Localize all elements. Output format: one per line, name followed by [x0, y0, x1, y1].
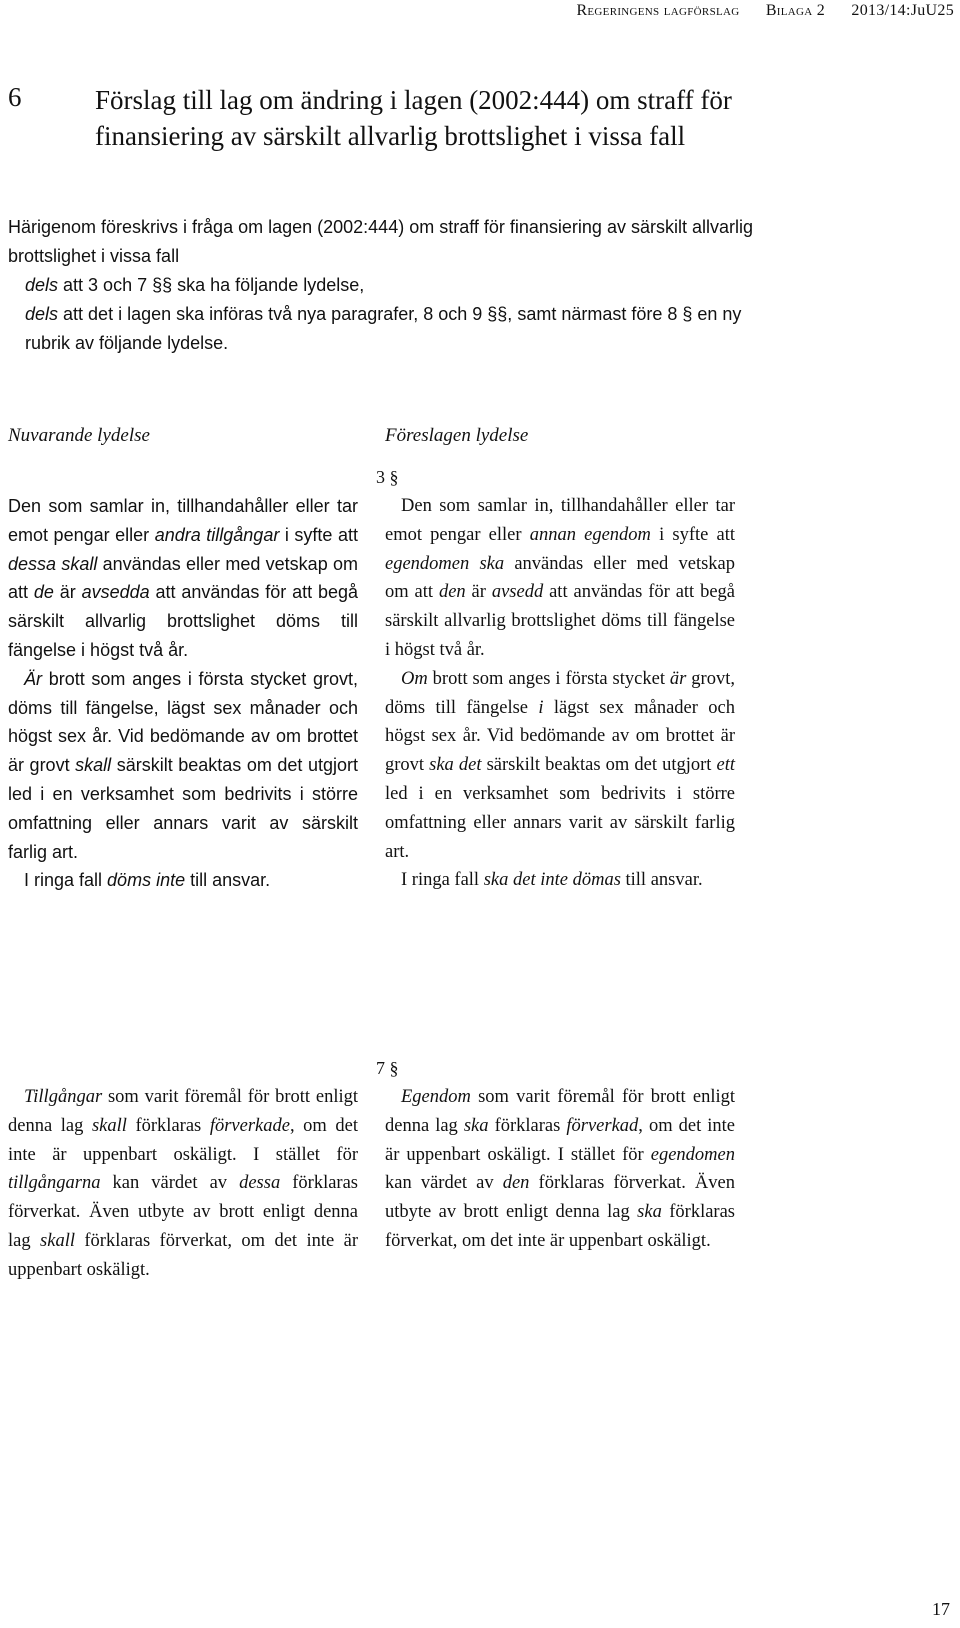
italic-text-run: egendomen ska — [385, 553, 505, 574]
paragraph-3-current-p2 — [8, 665, 358, 867]
italic-text-run: ska — [637, 1202, 662, 1223]
italic-text-run: skall — [91, 1115, 127, 1136]
header-middle: Bilaga 2 — [765, 2, 826, 19]
paragraph-7-current — [8, 1083, 358, 1285]
italic-text-run: Om — [401, 668, 428, 689]
page-number: 17 — [932, 1599, 950, 1619]
text-run: som varit föremål för brott enligt denna lag — [8, 1087, 358, 1136]
italic-text-run: ett — [716, 755, 735, 776]
proposed-wording-heading: Föreslagen lydelse — [385, 425, 529, 446]
text-run: till ansvar. — [185, 870, 271, 891]
text-run: är — [53, 582, 82, 603]
dels-word: dels — [25, 304, 59, 324]
text-run: grovt, döms till fängelse — [385, 668, 735, 718]
text-run: användas eller med vetskap om att — [8, 553, 359, 603]
text-run: brott som anges i första stycket — [427, 668, 670, 689]
paragraph-3-proposed-p1 — [385, 492, 735, 665]
text-run: brott som anges i första stycket grovt, döms till fängelse, lägst sex månader och högst sex år. Vid bedömande av om brottet är grovt — [8, 668, 358, 776]
italic-text-run: skall — [75, 755, 112, 776]
paragraph-3-proposed-p2 — [385, 665, 735, 867]
dels-2-text: att det i lagen ska införas två nya paragrafer, 8 och 9 §§, samt närmast före 8 § en ny rubrik av följande lydelse. — [25, 304, 742, 353]
section-number: 6 — [8, 82, 22, 112]
text-run: att användas för att begå särskilt allvarlig brottslighet döms till fängelse i högst två år. — [8, 582, 358, 660]
paragraph-3-proposed — [385, 492, 735, 895]
italic-text-run: är — [669, 668, 687, 689]
text-run: förklaras — [488, 1115, 567, 1136]
italic-text-run: annan egendom — [529, 524, 651, 545]
intro-dels-1 — [8, 271, 763, 300]
text-run: särskilt beaktas om det utgjort — [481, 755, 717, 776]
text-run: förklaras förverkat. Även utbyte av brott enligt denna lag — [8, 1173, 358, 1251]
intro-text — [8, 213, 763, 358]
text-run: I ringa fall — [24, 870, 108, 891]
italic-text-run: Tillgångar — [24, 1087, 103, 1107]
italic-text-run: andra tillgångar — [154, 524, 280, 545]
italic-text-run: egendomen — [650, 1144, 735, 1165]
text-run: kan värdet av — [100, 1173, 240, 1194]
text-run: förklaras förverkat, om det inte är uppenbart oskäligt. — [385, 1202, 736, 1251]
italic-text-run: förverkad — [566, 1115, 639, 1136]
paragraph-3-label: 3 § — [376, 467, 399, 487]
header-right: 2013/14:JuU25 — [851, 2, 954, 19]
text-run: kan värdet av — [385, 1173, 503, 1194]
italic-text-run: Egendom — [401, 1087, 471, 1107]
text-run: att användas för att begå särskilt allvarlig brottslighet döms till fängelse i högst två år. — [385, 582, 735, 660]
current-wording-heading: Nuvarande lydelse — [8, 425, 150, 446]
intro-dels-2 — [8, 300, 763, 358]
text-run: i syfte att — [279, 524, 358, 545]
paragraph-3-current-p1 — [8, 492, 358, 665]
text-run: till ansvar. — [620, 870, 703, 891]
italic-text-run: avsedd — [491, 582, 544, 603]
italic-text-run: de — [33, 582, 54, 603]
italic-text-run: förverkade — [209, 1115, 290, 1136]
italic-text-run: avsedda — [81, 582, 150, 603]
dels-word: dels — [25, 275, 59, 295]
intro-line: Härigenom föreskrivs i fråga om lagen (2002:444) om straff för finansiering av särskilt allvarlig brottslighet i vissa fall — [8, 217, 753, 266]
paragraph-3-current — [8, 492, 358, 895]
text-run: användas eller med vetskap om att — [385, 553, 736, 603]
text-run: Den som samlar in, tillhandahåller eller tar emot pengar eller — [385, 496, 735, 545]
text-run: , om det inte är uppenbart oskäligt. I stället för — [385, 1115, 736, 1165]
paragraph-3-current-p3 — [8, 866, 358, 895]
italic-text-run: ska — [463, 1115, 489, 1136]
paragraph-7-proposed — [385, 1083, 735, 1256]
italic-text-run: döms inte — [107, 870, 186, 891]
dels-1-text: att 3 och 7 §§ ska ha följande lydelse, — [58, 275, 365, 295]
text-run: led i en verksamhet som bedrivits i större omfattning eller annars varit av särskilt farlig art. — [385, 783, 735, 862]
italic-text-run: tillgångarna — [8, 1173, 101, 1194]
text-run: i syfte att — [650, 524, 736, 545]
text-run: som varit föremål för brott enligt denna lag — [385, 1087, 735, 1136]
paragraph-7-current-p1 — [8, 1083, 358, 1285]
italic-text-run: dessa skall — [8, 553, 98, 574]
paragraph-3-proposed-p3 — [385, 866, 735, 895]
paragraph-7-proposed-p1 — [385, 1083, 735, 1256]
paragraph-7-label: 7 § — [376, 1058, 399, 1078]
italic-text-run: den — [438, 582, 466, 603]
running-header — [554, 2, 954, 20]
text-run: är — [465, 582, 492, 603]
italic-text-run: skall — [40, 1230, 75, 1251]
italic-text-run: i — [538, 697, 544, 718]
text-run: lägst sex månader och högst sex år. Vid bedömande av om brottet är grovt — [385, 697, 735, 776]
italic-text-run: ska det inte dömas — [483, 870, 621, 891]
text-run: särskilt beaktas om det utgjort led i en verksamhet som bedrivits i större omfattning eller annars varit av särskilt farlig art. — [8, 755, 358, 862]
italic-text-run: den — [502, 1173, 530, 1194]
text-run: förklaras förverkat, om det inte är uppenbart oskäligt. — [8, 1230, 358, 1280]
section-title: Förslag till lag om ändring i lagen (2002:444) om straff för finansiering av särskilt allvarlig brottslighet i vissa fall — [95, 85, 732, 151]
text-run: förklaras förverkat. Även utbyte av brott enligt denna lag — [385, 1173, 735, 1223]
text-run: Den som samlar in, tillhandahåller eller tar emot pengar eller — [8, 496, 358, 545]
italic-text-run: Är — [24, 668, 42, 689]
text-run: I ringa fall — [401, 870, 484, 891]
header-left: Regeringens lagförslag — [576, 2, 740, 19]
text-run: , om det inte är uppenbart oskäligt. I stället för — [8, 1115, 359, 1165]
italic-text-run: ska det — [429, 755, 482, 776]
text-run: förklaras — [126, 1115, 210, 1136]
italic-text-run: dessa — [239, 1173, 281, 1194]
